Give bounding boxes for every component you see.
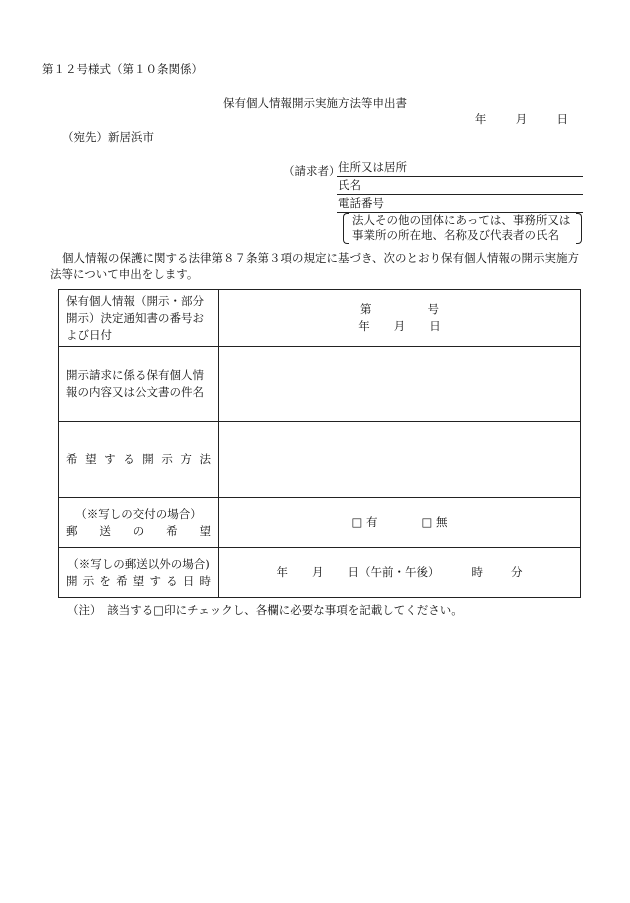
- table-row-mailing: [59, 498, 581, 548]
- date-year: 年: [474, 112, 487, 126]
- date-day: 日: [556, 112, 568, 126]
- submission-date: [475, 111, 568, 127]
- request-content-field[interactable]: [219, 347, 581, 422]
- notice-day: 日: [429, 319, 441, 333]
- notice-number: [219, 301, 580, 318]
- corporation-note-line2: 事業所の所在地、名称及び代表者の氏名: [352, 228, 559, 242]
- form-number: 第１２号様式（第１０条関係）: [42, 62, 203, 76]
- intro-paragraph: 個人情報の保護に関する法律第８７条第３項の規定に基づき、次のとおり保有個人情報の開示実施方法等について申出をします。: [50, 251, 580, 281]
- corporation-note: [343, 213, 582, 244]
- mailing-label: [59, 498, 219, 548]
- table-row-method: [59, 422, 581, 498]
- table-row-request-content: [59, 347, 581, 422]
- method-field[interactable]: [219, 422, 581, 498]
- decision-notice-value[interactable]: [219, 290, 581, 347]
- requester-address-label: 住所又は居所: [338, 160, 407, 174]
- label-line: 報の内容又は公文書の件名: [66, 385, 204, 399]
- corporation-note-line1: 法人その他の団体にあっては、事務所又は: [352, 213, 571, 227]
- mailing-options: [219, 498, 581, 548]
- notice-date: [219, 318, 580, 335]
- right-bracket: [576, 213, 582, 244]
- mailing-no-checkbox[interactable]: □ 無: [421, 515, 448, 529]
- label-line: 開示請求に係る保有個人情: [66, 368, 204, 382]
- schedule-label-text: 開 示 を 希 望 す る 日 時: [66, 573, 211, 588]
- requester-label: （請求者）: [283, 164, 341, 178]
- date-month: 月: [515, 112, 528, 126]
- label-line: 開示）決定通知書の番号お: [66, 310, 204, 325]
- schedule-year: 年: [276, 565, 288, 579]
- table-row-schedule: [59, 548, 581, 598]
- schedule-day-ampm: 日（午前・午後）: [347, 565, 440, 579]
- schedule-field[interactable]: [219, 548, 581, 598]
- requester-phone-field[interactable]: [337, 196, 583, 213]
- notice-year: 年: [358, 319, 370, 333]
- requester-name-field[interactable]: [337, 178, 583, 195]
- number-go: 号: [427, 302, 439, 316]
- schedule-minute: 分: [511, 565, 523, 579]
- requester-name-label: 氏名: [338, 178, 361, 192]
- document-title: 保有個人情報開示実施方法等申出書: [223, 96, 407, 110]
- schedule-month: 月: [312, 565, 324, 579]
- mailing-label-note: （※写しの交付の場合）: [75, 506, 202, 521]
- schedule-hour: 時: [471, 565, 483, 579]
- left-bracket: [343, 213, 349, 244]
- requester-phone-label: 電話番号: [338, 196, 384, 210]
- schedule-label: [59, 548, 219, 598]
- mailing-yes-checkbox[interactable]: □ 有: [351, 515, 378, 529]
- schedule-label-note: （※写しの郵送以外の場合): [67, 556, 210, 571]
- addressee: （宛先）新居浜市: [62, 130, 154, 144]
- label-line: 保有個人情報（開示・部分: [66, 293, 204, 308]
- method-label: [59, 422, 219, 498]
- request-content-label: [59, 347, 219, 422]
- decision-notice-label: [59, 290, 219, 347]
- application-table: [58, 289, 581, 598]
- table-row-decision-notice: [59, 290, 581, 347]
- mailing-label-text: 郵 送 の 希 望: [66, 523, 211, 538]
- number-dai: 第: [360, 302, 372, 316]
- label-line: よび日付: [66, 327, 112, 342]
- method-label-text: 希 望 す る 開 示 方 法: [66, 452, 211, 466]
- requester-address-field[interactable]: [337, 160, 583, 177]
- notice-month: 月: [393, 319, 406, 333]
- footnote: （注） 該当する□印にチェックし、各欄に必要な事項を記載してください。: [67, 603, 463, 617]
